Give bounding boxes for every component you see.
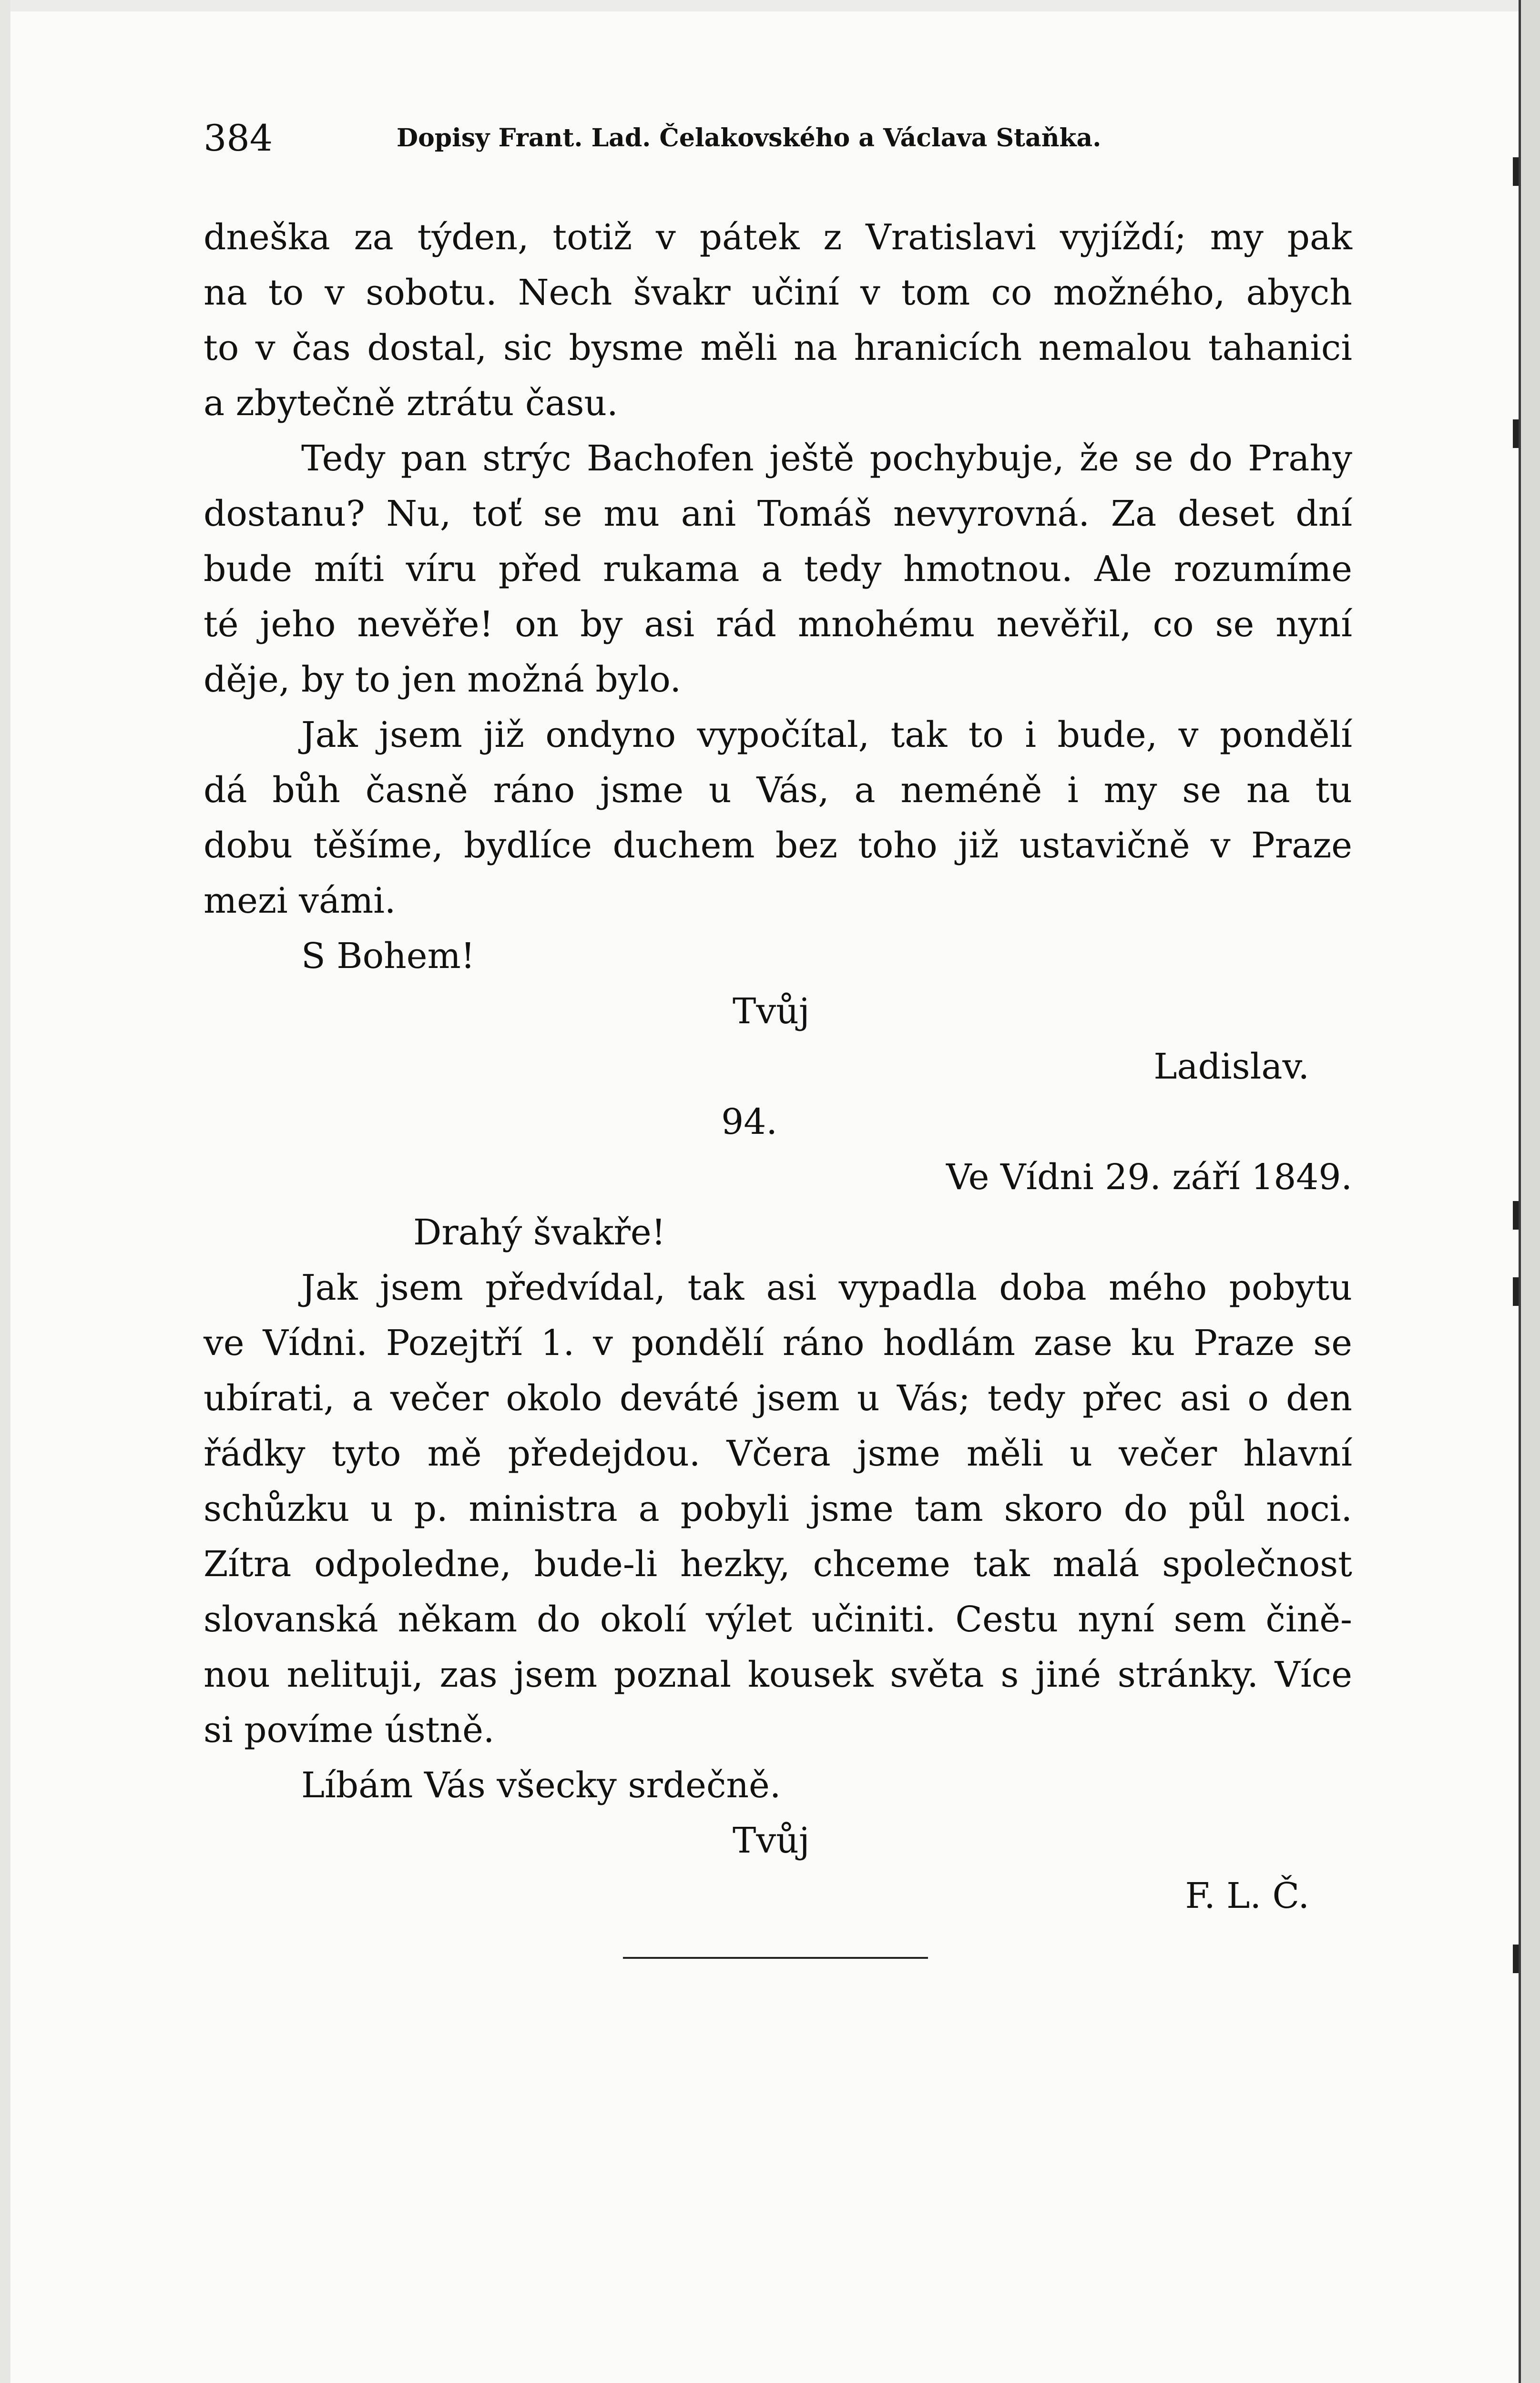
text-line: řádky tyto mě předejdou. Včera jsme měli u večer hlavní — [204, 1433, 1352, 1474]
page-body — [204, 210, 1352, 1959]
running-head: Dopisy Frant. Lad. Čelakovského a Václava Staňka. — [397, 123, 1101, 153]
text-line: nou nelituji, zas jsem poznal kousek světa s jiné stránky. Více — [204, 1654, 1352, 1695]
text-line: Zítra odpoledne, bude-li hezky, chceme tak malá společnost — [204, 1544, 1352, 1585]
text-line: bude míti víru před rukama a tedy hmotnou. Ale rozumíme — [204, 549, 1352, 590]
paragraph — [204, 707, 1352, 928]
signature: Ladislav. — [1153, 1046, 1309, 1087]
closing: Tvůj — [733, 1820, 810, 1861]
farewell: Líbám Vás všecky srdečně. — [301, 1765, 781, 1806]
text-line: schůzku u p. ministra a pobyli jsme tam skoro do půl noci. — [204, 1488, 1352, 1529]
letter-number: 94. — [721, 1101, 777, 1142]
signature: F. L. Č. — [1185, 1875, 1309, 1916]
page-edge-left — [0, 0, 10, 2383]
paragraph — [204, 1260, 1352, 1758]
paragraph — [204, 431, 1352, 707]
page-number: 384 — [204, 117, 273, 159]
text-line: mezi vámi. — [204, 880, 396, 921]
text-line: dostanu? Nu, toť se mu ani Tomáš nevyrovná. Za deset dní — [204, 493, 1352, 534]
text-line: a zbytečně ztrátu času. — [204, 383, 618, 424]
text-line: té jeho nevěře! on by asi rád mnohému nevěřil, co se nyní — [204, 604, 1352, 645]
salutation: Drahý švakře! — [413, 1212, 666, 1253]
farewell: S Bohem! — [301, 936, 475, 977]
text-line: děje, by to jen možná bylo. — [204, 659, 681, 700]
text-line: ve Vídni. Pozejtří 1. v pondělí ráno hodlám zase ku Praze se — [204, 1323, 1352, 1364]
page-header — [204, 114, 1157, 162]
text-line: dá bůh časně ráno jsme u Vás, a neméně i my se na tu — [204, 770, 1352, 811]
text-line: si povíme ústně. — [204, 1710, 495, 1751]
margin-mark — [1513, 1277, 1519, 1306]
text-line: ubírati, a večer okolo deváté jsem u Vás; tedy přec asi o den — [204, 1378, 1352, 1419]
margin-mark — [1513, 157, 1519, 186]
page-edge-right — [1519, 0, 1540, 2383]
margin-mark — [1513, 1945, 1519, 1973]
text-line: dobu těšíme, bydlíce duchem bez toho již ustavičně v Praze — [204, 825, 1352, 866]
paragraph — [204, 210, 1352, 431]
closing: Tvůj — [733, 991, 810, 1032]
margin-mark — [1513, 1201, 1519, 1230]
text-line: Jak jsem předvídal, tak asi vypadla doba mého pobytu — [301, 1267, 1352, 1308]
text-line: to v čas dostal, sic bysme měli na hranicích nemalou tahanici — [204, 327, 1352, 368]
section-rule — [623, 1957, 928, 1959]
dateline: Ve Vídni 29. září 1849. — [946, 1157, 1352, 1198]
text-line: na to v sobotu. Nech švakr učiní v tom co možného, abych — [204, 272, 1352, 313]
text-line: Tedy pan strýc Bachofen ještě pochybuje, že se do Prahy — [301, 438, 1352, 479]
text-line: Jak jsem již ondyno vypočítal, tak to i bude, v pondělí — [301, 714, 1352, 755]
page-edge-top — [0, 0, 1540, 11]
text-line: dneška za týden, totiž v pátek z Vratislavi vyjíždí; my pak — [204, 217, 1352, 258]
margin-mark — [1513, 419, 1519, 448]
text-line: slovanská někam do okolí výlet učiniti. Cestu nyní sem čině- — [204, 1599, 1352, 1640]
